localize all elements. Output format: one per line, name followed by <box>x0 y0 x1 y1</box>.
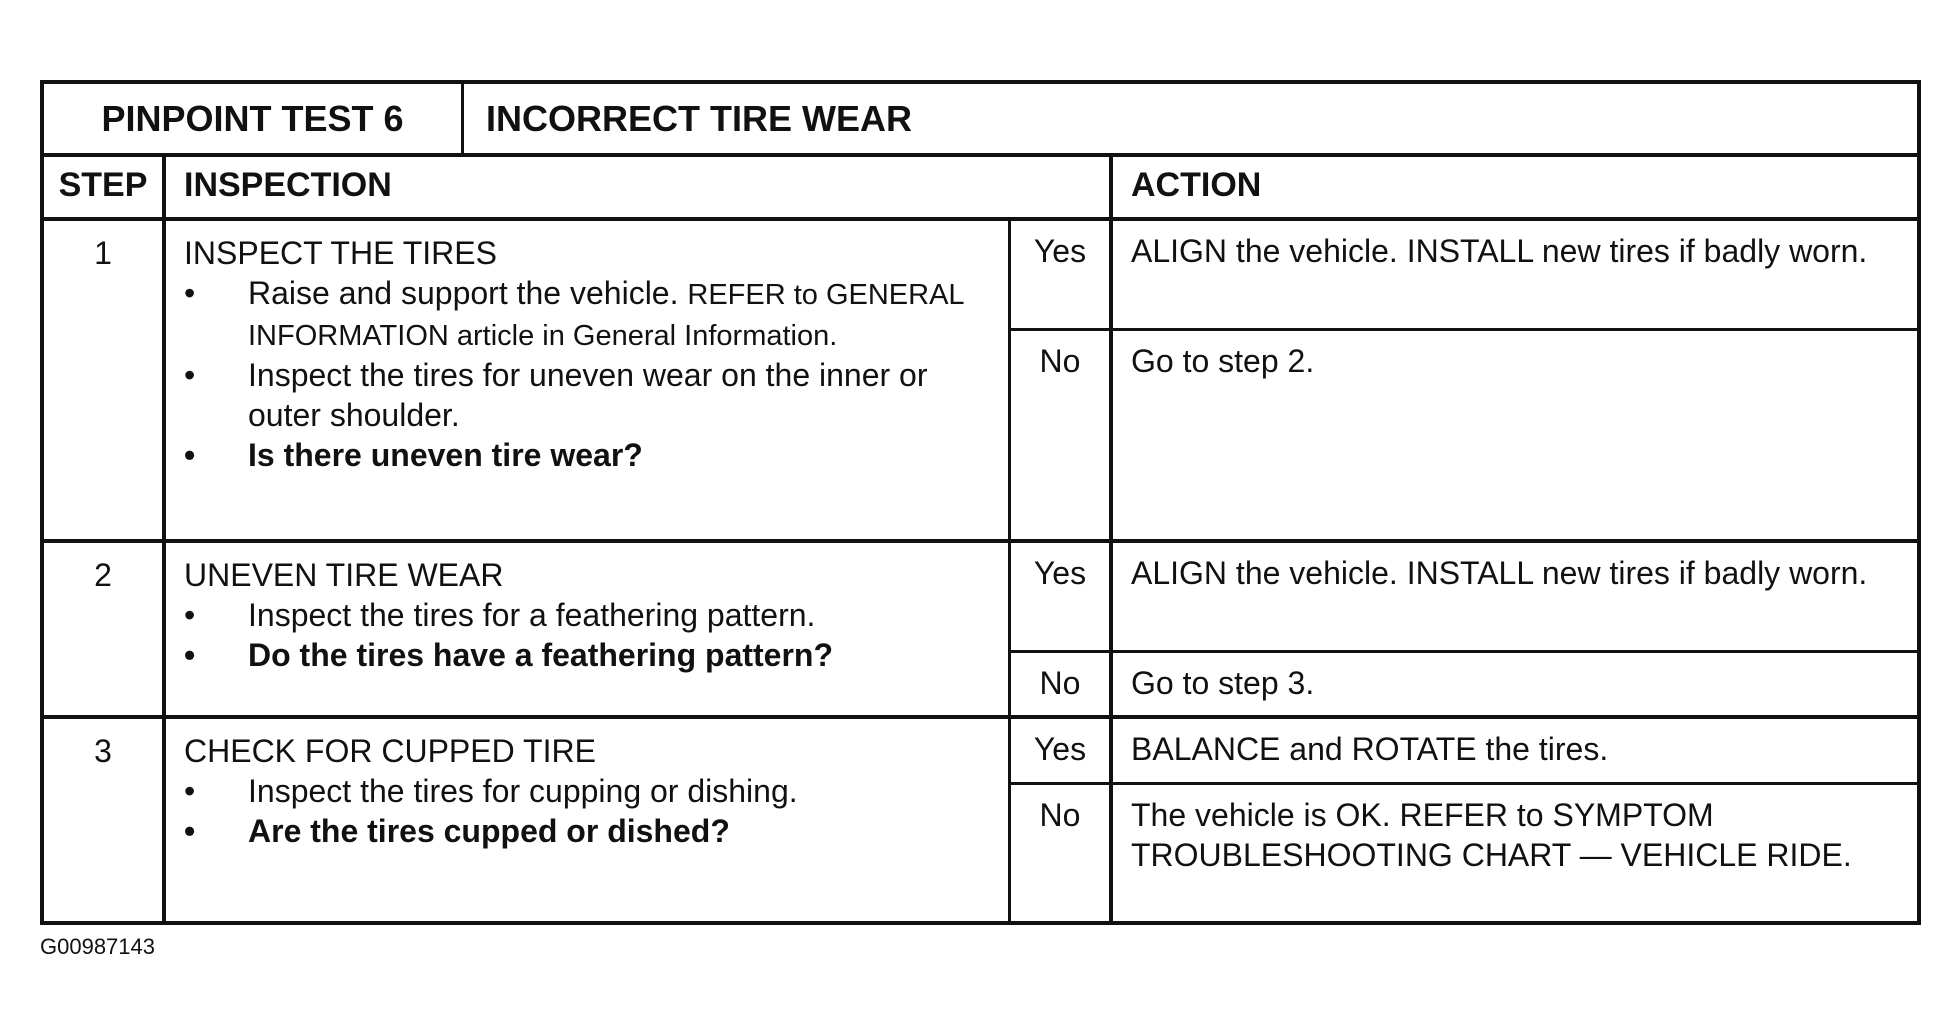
header-action: ACTION <box>1131 165 1262 204</box>
no-label-cell <box>1011 331 1113 543</box>
bullet-text: Inspect the tires for cupping or dishing. <box>248 773 798 809</box>
yes-action-cell <box>1113 719 1917 785</box>
step-number: 3 <box>44 719 166 921</box>
no-action-cell <box>1113 331 1917 543</box>
inspection-bullets <box>184 273 988 475</box>
inspection-heading: CHECK FOR CUPPED TIRE <box>184 733 596 769</box>
figure-code: G00987143 <box>40 934 155 959</box>
bullet-text: Inspect the tires for uneven wear on the inner or outer shoulder. <box>248 357 928 433</box>
no-label-cell <box>1011 653 1113 719</box>
bullet-text: Inspect the tires for a feathering pattern. <box>248 597 816 633</box>
bullet-item <box>184 355 988 435</box>
bullet-item <box>184 595 988 635</box>
yes-label-cell <box>1011 543 1113 653</box>
step-row-1 <box>44 221 1917 543</box>
test-number: PINPOINT TEST 6 <box>44 84 464 153</box>
no-action: The vehicle is OK. REFER to SYMPTOM TROUBLESHOOTING CHART — VEHICLE RIDE. <box>1131 797 1852 873</box>
inspection-bullets <box>184 771 988 851</box>
bullet-item <box>184 273 988 355</box>
header-step: STEP <box>44 153 166 217</box>
yes-action-cell <box>1113 221 1917 331</box>
bullet-reference: REFER to GENERAL INFORMATION article in General Information. <box>248 279 964 352</box>
pinpoint-test-table <box>40 80 1921 925</box>
bullet-item-question <box>184 811 988 851</box>
step-row-2 <box>44 543 1917 719</box>
yes-label: Yes <box>1033 555 1087 591</box>
bullet-text: Are the tires cupped or dished? <box>248 813 730 849</box>
bullet-text: Is there uneven tire wear? <box>248 437 643 473</box>
yes-action-cell <box>1113 543 1917 653</box>
no-action-cell <box>1113 785 1917 921</box>
step-number: 2 <box>44 543 166 715</box>
bullet-item-question <box>184 635 988 675</box>
inspection-heading: UNEVEN TIRE WEAR <box>184 557 504 593</box>
no-label: No <box>1039 665 1081 701</box>
bullet-text: Raise and support the vehicle. <box>248 275 679 311</box>
test-name: INCORRECT TIRE WEAR <box>486 97 912 139</box>
step-number: 1 <box>44 221 166 539</box>
no-label: No <box>1039 343 1081 379</box>
yes-label-cell <box>1011 221 1113 331</box>
bullet-text: Do the tires have a feathering pattern? <box>248 637 834 673</box>
step-row-3 <box>44 719 1917 921</box>
no-label: No <box>1039 797 1081 833</box>
title-row <box>44 84 1917 157</box>
inspection-cell <box>166 543 1011 715</box>
yes-label: Yes <box>1033 731 1087 767</box>
no-action: Go to step 3. <box>1131 665 1315 701</box>
no-action: Go to step 2. <box>1131 343 1315 379</box>
yes-action: ALIGN the vehicle. INSTALL new tires if badly worn. <box>1131 233 1868 269</box>
yes-action: BALANCE and ROTATE the tires. <box>1131 731 1609 767</box>
yes-action: ALIGN the vehicle. INSTALL new tires if badly worn. <box>1131 555 1868 591</box>
bullet-item <box>184 771 988 811</box>
no-action-cell <box>1113 653 1917 719</box>
bullet-item-question <box>184 435 988 475</box>
inspection-cell <box>166 719 1011 921</box>
yes-label-cell <box>1011 719 1113 785</box>
yes-label: Yes <box>1033 233 1087 269</box>
inspection-bullets <box>184 595 988 675</box>
header-inspection: INSPECTION <box>166 153 1113 217</box>
inspection-heading: INSPECT THE TIRES <box>184 235 497 271</box>
inspection-cell <box>166 221 1011 539</box>
no-label-cell <box>1011 785 1113 921</box>
header-row <box>44 153 1917 221</box>
